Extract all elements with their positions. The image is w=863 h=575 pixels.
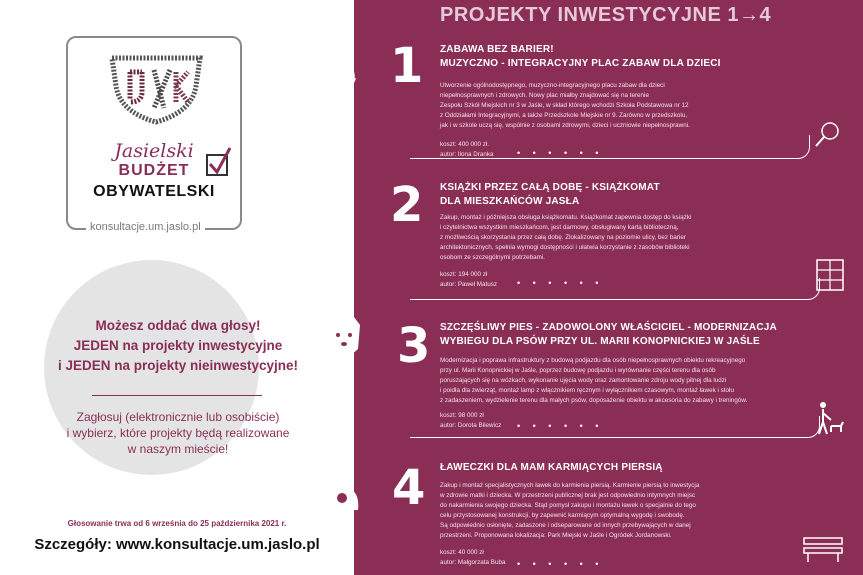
dots-decoration: • • • • • •	[517, 278, 604, 288]
desc-line: w zdrowie matki i dziecka. W przestrzeni publicznej brak jest odpowiednio intymnych miejsc	[440, 492, 696, 499]
rattle-icon	[812, 120, 842, 150]
logo-url[interactable]: konsultacje.um.jaslo.pl	[86, 221, 205, 233]
desc-line: przestrzeni. Proponowana lokalizacja: Park Miejski w Jaśle i Ogródek Jordanowski.	[440, 532, 672, 539]
desc-line: osobom ze szczególnymi potrzebami.	[440, 254, 545, 261]
project-4-title-line-1: ŁAWECZKI DLA MAM KARMIĄCYCH PIERSIĄ	[440, 462, 663, 473]
desc-line: i czytelnictwa wszystkim mieszkańcom, jest darmowy, obsługiwany kartą biblioteczną,	[440, 224, 679, 231]
project-4-cost: koszt: 40 000 zł	[440, 549, 484, 556]
project-3-title-line-1: SZCZĘŚLIWY PIES - ZADOWOLONY WŁAŚCICIEL - MODERNIZACJA	[440, 322, 777, 333]
desc-line: z Oddziałami Integracyjnymi, a także Przedszkole Miejskie nr 9. Zarówno w przedszkolu,	[440, 112, 688, 119]
coat-of-arms-icon	[108, 52, 204, 126]
project-number-1: 1	[390, 38, 424, 94]
desc-line: celu przystosowanej konstrukcji, by zapewnić karmiącym optymalną wygodę i swobodę.	[440, 512, 685, 519]
logo-line-budzet: BUDŻET	[118, 162, 190, 179]
desc-line: Modernizacja i poprawa infrastruktury z budową podjazdu dla osób niepełnosprawnych obiektu rekreacyjnego	[440, 357, 746, 364]
details-link[interactable]: Szczegóły: www.konsultacje.um.jaslo.pl	[34, 536, 320, 553]
divider	[92, 395, 262, 396]
sub-line-2: i wybierz, które projekty będą realizowane	[66, 426, 290, 440]
mother-baby-icon	[312, 460, 374, 522]
project-3-description	[440, 356, 747, 406]
project-1-title	[440, 43, 721, 71]
project-1-description	[440, 81, 690, 131]
desc-line: jak i w szkole uczą się, wspólnie z osobami zdrowymi, dzieci i uczniowie niepełnosprawni.	[440, 122, 690, 129]
desc-line: Zakup, montaż i późniejsza obsługa książkomatu. Książkomat zapewnia dostęp do książki	[440, 214, 692, 221]
desc-line: niepełnosprawnych i zdrowych. Nowy plac miałby znajdować się na terenie	[440, 92, 649, 99]
jeden-label: JEDEN	[73, 338, 119, 353]
desc-line: poruszających się na wózkach, wykonanie ujęcia wody oraz zamontowanie zdroju wody pitnej dla ludzi	[440, 377, 727, 384]
bookcase-icon	[297, 174, 359, 236]
project-number-4: 4	[392, 460, 426, 516]
sub-line-3: w naszym mieście!	[127, 442, 229, 456]
dots-decoration: • • • • • •	[517, 148, 604, 158]
desc-line: architektonicznych, spełnia wymogi dostępności i ułatwia korzystanie z zasobów biblioteki	[440, 244, 690, 251]
project-2-title-line-2: DLA MIESZKAŃCÓW JASŁA	[440, 196, 580, 207]
vote-line-2-rest: na projekty inwestycyjne	[118, 338, 283, 353]
project-2-cost: koszt: 194 000 zł	[440, 271, 488, 278]
desc-line: i poidła dla zwierząt, montaż lamp z włącznikiem ręcznym i wyłącznikiem czasowym, montaż ławek i stołu	[440, 387, 734, 394]
project-1-cost: koszt: 400 000 zł.	[440, 141, 490, 148]
project-4-title	[440, 461, 663, 475]
logo-box	[66, 36, 242, 230]
vote-line-1: Możesz oddać dwa głosy!	[95, 318, 261, 333]
connector-line	[410, 278, 820, 300]
vote-line-3	[40, 356, 316, 376]
vote-line-3-prefix: i	[57, 358, 66, 373]
project-3-title-line-2: WYBIEGU DLA PSÓW PRZY UL. MARII KONOPNICKIEJ W JAŚLE	[440, 336, 760, 347]
voting-dates: Głosowanie trwa od 6 września do 25 października 2021 r.	[67, 519, 287, 528]
vote-line-3-rest: na projekty nieinwestycyjne!	[110, 358, 299, 373]
logo-line-obywatelski: OBYWATELSKI	[93, 183, 215, 200]
project-2-author: autor: Paweł Matusz	[440, 280, 498, 288]
desc-line: Zespołu Szkół Miejskich nr 3 w Jaśle, w skład którego wchodzi Szkoła Podstawowa nr 12	[440, 102, 689, 109]
vote-info	[40, 316, 316, 376]
desc-line: Utworzenie ogólnodostępnego, muzyczno-integracyjnego placu zabaw dla dzieci	[440, 82, 665, 89]
project-2-title-line-1: KSIĄŻKI PRZEZ CAŁĄ DOBĘ - KSIĄŻKOMAT	[440, 182, 660, 193]
desc-line: do nakarmienia swojego dziecka. Stąd pomysł zakupu i montażu ławek o specjalnie do tego	[440, 502, 696, 509]
project-1-title-line-1: ZABAWA BEZ BARIER!	[440, 44, 554, 55]
project-number-2: 2	[390, 177, 424, 233]
project-1-title-line-2: MUZYCZNO - INTEGRACYJNY PLAC ZABAW DLA DZIECI	[440, 58, 721, 69]
project-2-title	[440, 181, 660, 209]
desc-line: z możliwością skorzystania przez całą dobę. Zlokalizowany na poziomie ulicy, bez barier	[440, 234, 686, 241]
connector-line	[410, 135, 810, 159]
logo-line-jasielski: Jasielski	[114, 140, 194, 162]
sub-line-1: Zagłosuj (elektronicznie lub osobiście)	[76, 410, 280, 424]
project-4-description	[440, 481, 699, 541]
vote-subtext	[40, 409, 316, 457]
dog-icon	[310, 311, 372, 373]
desc-line: z zadaszeniem, wydzielenie terenu dla małych psów, doposażenie obiektu w akcesoria do zabawy i treningów.	[440, 397, 748, 404]
desc-line: Są odpowiednio osłonięte, zadaszone i odseparowane od innych przebywających w danej	[440, 522, 691, 529]
checkbox-icon	[206, 154, 228, 176]
dots-decoration: • • • • • •	[517, 559, 604, 569]
project-4-meta	[440, 548, 505, 567]
bookshelf-icon	[815, 258, 845, 292]
bench-icon	[802, 534, 844, 564]
jeden-label: JEDEN	[65, 358, 111, 373]
project-2-description	[440, 213, 691, 263]
desc-line: Zakup i montaż specjalistycznych ławek do karmienia piersią. Karmienie piersią to inwestycja	[440, 482, 700, 489]
project-1-author: autor: Ilona Dranka	[440, 150, 494, 158]
project-3-title	[440, 321, 777, 349]
project-3-author: autor: Dorota Bilewicz	[440, 421, 502, 429]
page-title: PROJEKTY INWESTYCYJNE 1→4	[440, 4, 772, 26]
desc-line: przy ul. Marii Konopnickiej w Jaśle, poprzez budowę podjazdu i wyrównanie części terenu dla osób	[440, 367, 716, 374]
dots-decoration: • • • • • •	[517, 421, 604, 431]
person-walking-dog-icon	[813, 400, 845, 436]
project-3-cost: koszt: 98 000 zł	[440, 412, 484, 419]
vote-line-2	[40, 336, 316, 356]
child-toys-icon	[297, 38, 359, 100]
connector-line	[410, 416, 820, 438]
project-number-3: 3	[397, 318, 431, 374]
project-4-author: autor: Małgorzata Buba	[440, 558, 506, 566]
